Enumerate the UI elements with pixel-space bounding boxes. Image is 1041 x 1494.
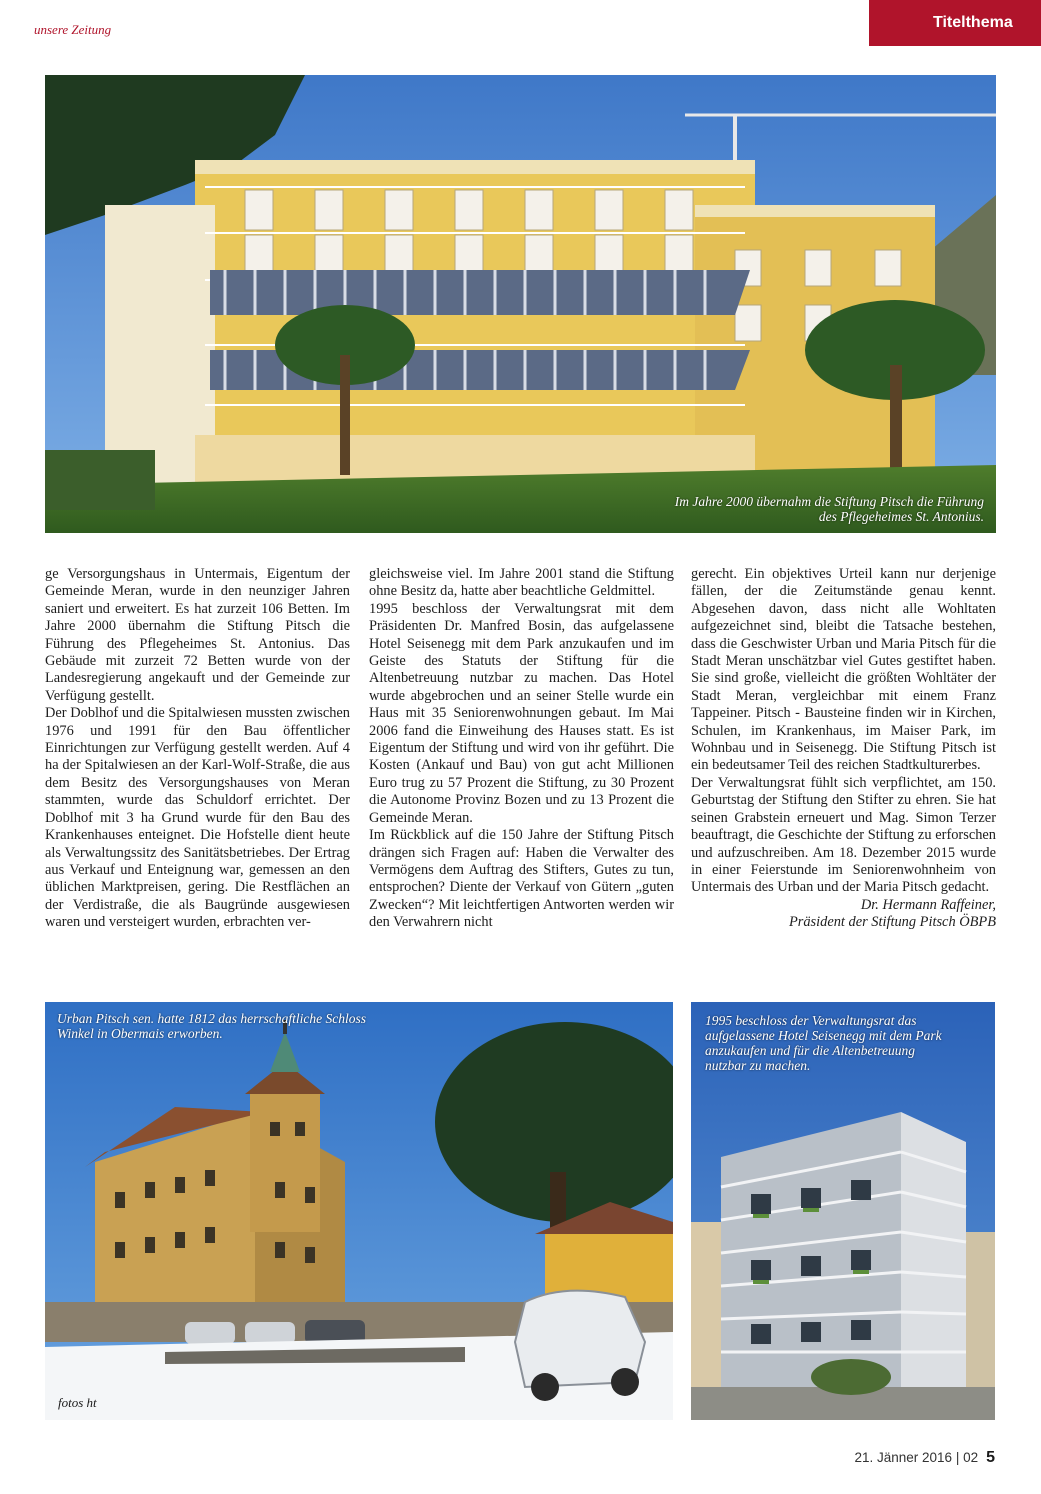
article-column-3 (691, 566, 996, 932)
article-column-1 (45, 566, 350, 932)
paragraph: 1995 beschloss der Verwaltungsrat mit dem Präsidenten Dr. Manfred Bosin, das aufgelassene Hotel Seisenegg mit dem Park anzukaufen und im Geiste des Statuts der Stiftung für die Altenbetreuung nutzbar zu machen. Das Hotel wurde abgebrochen und an seiner Stelle wurde ein Haus mit 35 Seniorenwohnungen gebaut. Im Mai 2006 fand die Einweihung des Hauses statt. Es ist Eigentum der Stiftung und wird von ihr geführt. Die Kosten (Ankauf und Bau) von gut acht Millionen Euro trug zu 57 Prozent die Stiftung, zu 30 Prozent die Autonome Provinz Bozen und zu 13 Prozent die Gemeinde Meran. (369, 600, 674, 826)
paragraph: gerecht. Ein objektives Urteil kann nur derjenige fällen, der die Zeitumstände genau kennt. Abgesehen davon, dass nicht alle Wohltaten aufgezeichnet sind, bleibt die Tatsache bestehen, dass die Geschwister Urban und Maria Pitsch für die Stadt Meran unschätzbar viel Gutes gestiftet haben. Sie sind große, vielleicht die größten Wohltäter der Stadt Meran, vergleichbar mit einem Franz Tappeiner. Pitsch - Bausteine finden wir in Kirchen, Schulen, im Krankenhaus, im Maiser Park, im Wohnbau und in Seisenegg. Die Stiftung Pitsch ist ein bedeutsamer Teil des reichen Stadtkulturerbes. (691, 566, 996, 774)
paragraph: Im Rückblick auf die 150 Jahre der Stiftung Pitsch drängen sich Fragen auf: Haben die Verwalter des Vermögens dem Auftrag des Stifters, Gutes zu tun, entsprochen? Diente der Verkauf von Gütern „guten Zwecken“? Mit leichtfertigen Antworten werden wir den Verwahrern nicht (369, 827, 674, 931)
photo-credit: fotos ht (58, 1395, 97, 1410)
page-footer (854, 1449, 995, 1467)
residence-photo-caption: 1995 beschloss der Verwaltungsrat das aufgelassene Hotel Seisenegg mit dem Park anzukaufen und für die Altenbetreuung nutzbar zu machen. (705, 1013, 942, 1073)
article-column-2 (369, 566, 674, 932)
paragraph: ge Versorgungshaus in Untermais, Eigentum der Gemeinde Meran, wurde in den neunziger Jahren saniert und erweitert. Es hat zurzeit 106 Betten. Im Jahre 2000 übernahm die Stiftung Pitsch die Führung des Pflegeheimes St. Antonius. Das Gebäude mit zurzeit 72 Betten wurde von der Landesregierung angekauft und der Gemeinde zur Verfügung gestellt. (45, 566, 350, 704)
paragraph: Der Doblhof und die Spitalwiesen mussten zwischen 1976 und 1991 für den Bau öffentlicher Einrichtungen zur Verfügung gestellt werden. Auf 4 ha der Spitalwiesen an der Karl-Wolf-Straße, die aus dem Besitz des Versorgungshauses von Meran stammten, wurde das Schuldorf errichtet. Der Doblhof mit 3 ha Grund wurde für den Bau des Krankenhauses enteignet. Die Hofstelle dient heute als Verwaltungssitz des Sanitätsbetriebes. Der Ertrag aus Verkauf und Enteignung war, gemessen an den üblichen Marktpreisen, gering. Die Restflächen an der Verdistraße, die als Baugründe ausgewiesen waren und versteigert wurden, erbrachten ver- (45, 705, 350, 931)
page-number: 5 (986, 1449, 995, 1466)
main-photo (45, 75, 996, 533)
main-photo-caption: Im Jahre 2000 übernahm die Stiftung Pitsch die Führung des Pflegeheimes St. Antonius. (674, 494, 984, 524)
issue-date: 21. Jänner 2016 | 02 (854, 1450, 979, 1465)
author-title: Präsident der Stiftung Pitsch ÖBPB (788, 914, 996, 931)
section-tag: Titelthema (869, 0, 1041, 46)
castle-photo (45, 1002, 673, 1420)
residence-photo (691, 1002, 995, 1420)
castle-photo-caption: Urban Pitsch sen. hatte 1812 das herrschaftliche Schloss Winkel in Obermais erworben. (57, 1011, 366, 1041)
author-name: Dr. Hermann Raffeiner, (860, 896, 996, 913)
paragraph: Der Verwaltungsrat fühlt sich verpflichtet, am 150. Geburtstag der Stiftung den Stifter zu ehren. Sie hat seinen Grabstein erneuert und Mag. Simon Terzer beauftragt, die Geschichte der Stiftung zu erforschen und aufzuschreiben. Am 18. Dezember 2015 wurde in einer Feierstunde im Seniorenwohnheim von Untermais des Urban und der Maria Pitsch gedacht. (691, 774, 996, 896)
masthead-logo: unsere Zeitung (34, 22, 112, 37)
paragraph: gleichsweise viel. Im Jahre 2001 stand die Stiftung ohne Besitz da, hatte aber beachtliche Geldmittel. (369, 566, 674, 600)
